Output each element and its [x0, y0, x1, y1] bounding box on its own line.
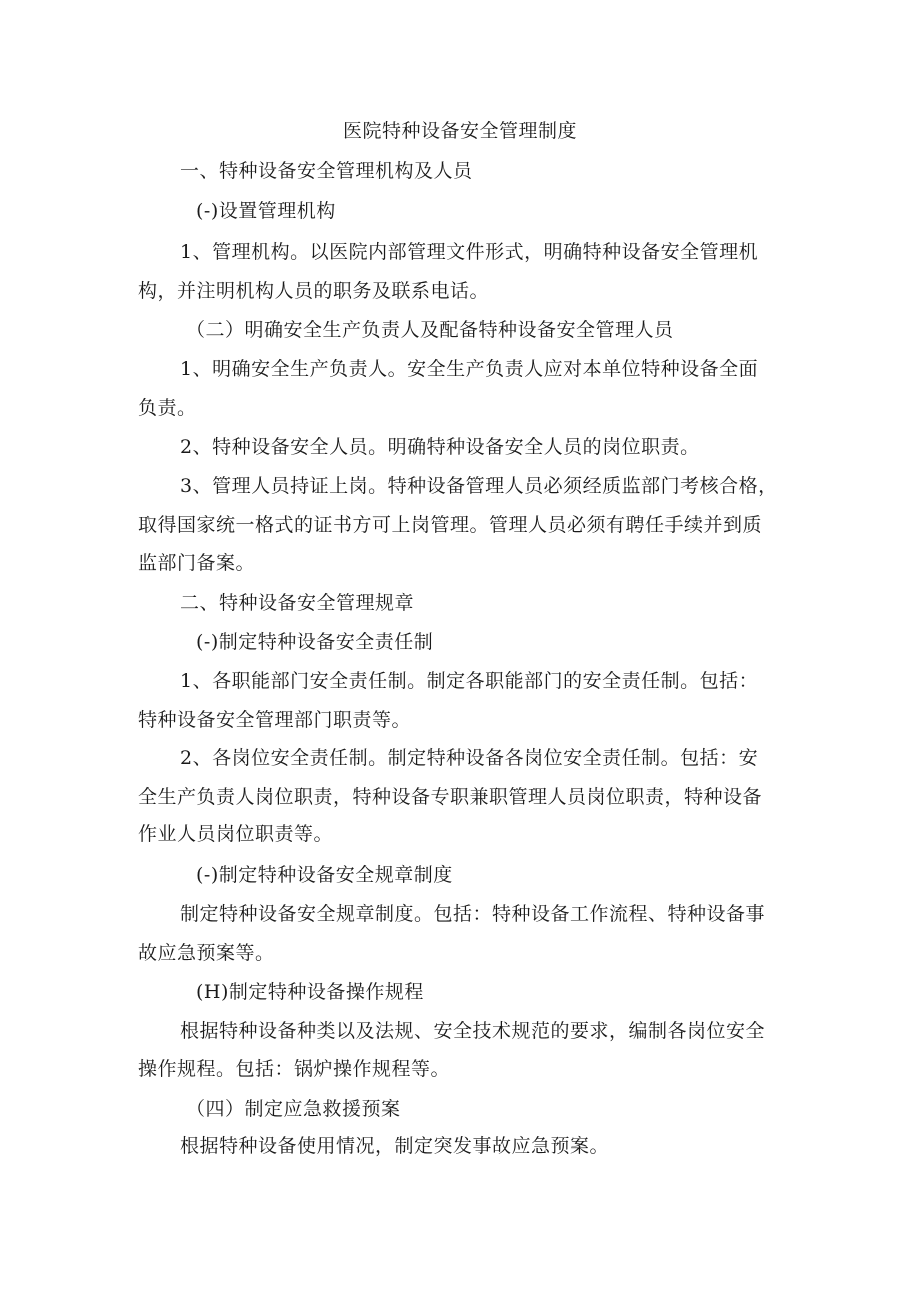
paragraph-line: 操作规程。包括：锅炉操作规程等。	[138, 1058, 451, 1080]
paragraph-line: 负责。	[138, 397, 197, 419]
section-1-heading: 一、特种设备安全管理机构及人员	[180, 160, 473, 182]
paragraph-line: 1、明确安全生产负责人。安全生产负责人应对本单位特种设备全面	[180, 358, 759, 380]
section-2-heading: 二、特种设备安全管理规章	[180, 592, 415, 614]
paragraph-line: 2、各岗位安全责任制。制定特种设备各岗位安全责任制。包括：安	[180, 747, 759, 769]
paragraph-line: 全生产负责人岗位职责，特种设备专职兼职管理人员岗位职责，特种设备	[138, 786, 763, 808]
paragraph-line: 根据特种设备种类以及法规、安全技术规范的要求，编制各岗位安全	[180, 1020, 766, 1042]
section-2-sub-4-heading: （四）制定应急救援预案	[186, 1098, 401, 1120]
paragraph-line: 作业人员岗位职责等。	[138, 823, 334, 845]
paragraph-line: 取得国家统一格式的证书方可上岗管理。管理人员必须有聘任手续并到质	[138, 514, 763, 536]
paragraph-line: 根据特种设备使用情况，制定突发事故应急预案。	[180, 1135, 610, 1157]
paragraph-line: 1、各职能部门安全责任制。制定各职能部门的安全责任制。包括：	[180, 670, 759, 692]
paragraph-line: 监部门备案。	[138, 552, 256, 574]
section-1-sub-2-heading: （二）明确安全生产负责人及配备特种设备安全管理人员	[186, 319, 674, 341]
section-2-sub-2-heading: (-)制定特种设备安全规章制度	[196, 864, 453, 886]
section-1-sub-1-heading: (-)设置管理机构	[196, 200, 336, 222]
paragraph-line: 构，并注明机构人员的职务及联系电话。	[138, 280, 490, 302]
paragraph-line: 3、管理人员持证上岗。特种设备管理人员必须经质监部门考核合格，	[180, 475, 778, 497]
paragraph-line: 制定特种设备安全规章制度。包括：特种设备工作流程、特种设备事	[180, 903, 766, 925]
document-title: 医院特种设备安全管理制度	[342, 120, 577, 142]
section-2-sub-3-heading: (H)制定特种设备操作规程	[196, 981, 424, 1003]
paragraph-line: 1、管理机构。以医院内部管理文件形式，明确特种设备安全管理机	[180, 241, 759, 263]
paragraph-line: 故应急预案等。	[138, 942, 275, 964]
section-2-sub-1-heading: (-)制定特种设备安全责任制	[196, 631, 434, 653]
paragraph-line: 特种设备安全管理部门职责等。	[138, 709, 412, 731]
paragraph-line: 2、特种设备安全人员。明确特种设备安全人员的岗位职责。	[180, 436, 700, 458]
